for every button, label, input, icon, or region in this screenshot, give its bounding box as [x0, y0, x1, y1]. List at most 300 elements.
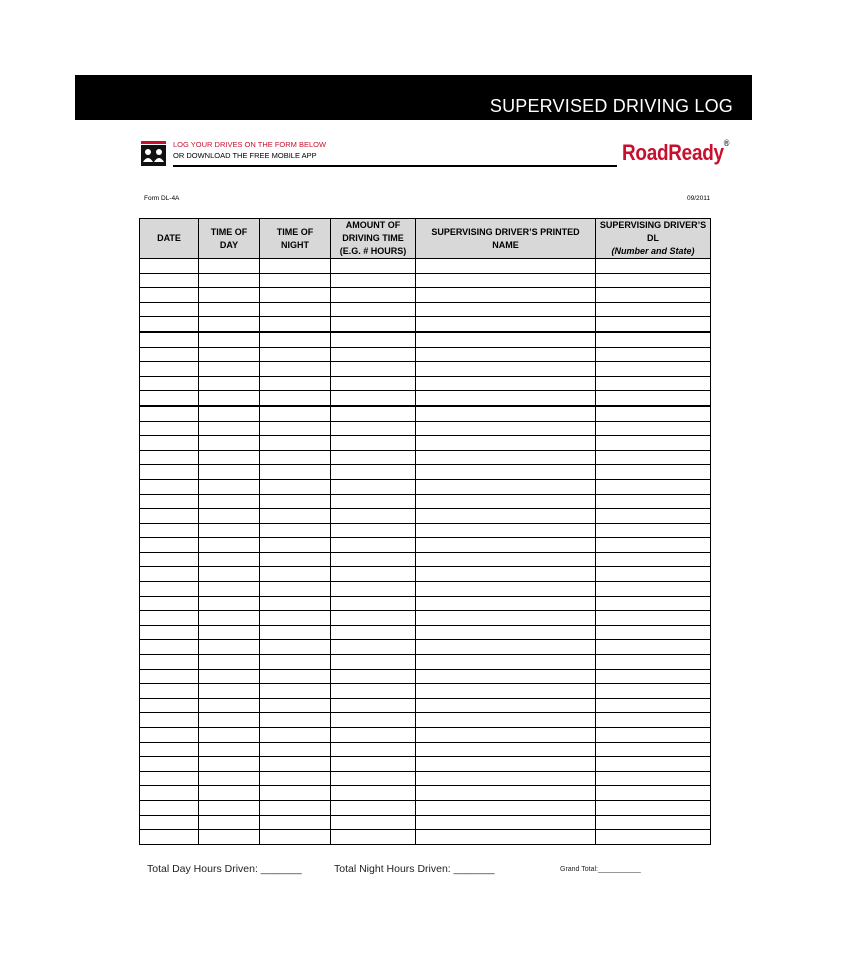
- cell-driver-name[interactable]: [416, 332, 596, 347]
- cell-driving-time[interactable]: [331, 771, 416, 786]
- form-id: Form DL-4A: [144, 195, 180, 202]
- cell-time-of-night[interactable]: [260, 625, 331, 640]
- cell-driver-name[interactable]: [416, 698, 596, 713]
- cell-time-of-day[interactable]: [199, 698, 260, 713]
- table-row: [140, 288, 711, 303]
- cell-driving-time[interactable]: [331, 376, 416, 391]
- cell-time-of-night[interactable]: [260, 406, 331, 421]
- table-row: [140, 800, 711, 815]
- cell-driving-time[interactable]: [331, 640, 416, 655]
- cell-time-of-day[interactable]: [199, 450, 260, 465]
- log-body: [140, 259, 711, 845]
- cell-time-of-night[interactable]: [260, 362, 331, 377]
- cell-time-of-night[interactable]: [260, 669, 331, 684]
- cell-driver-name[interactable]: [416, 815, 596, 830]
- cell-driver-dl[interactable]: [596, 273, 711, 288]
- cell-time-of-night[interactable]: [260, 436, 331, 451]
- cell-date[interactable]: [140, 757, 199, 772]
- cell-driver-name[interactable]: [416, 757, 596, 772]
- cell-driver-dl[interactable]: [596, 538, 711, 553]
- table-row: [140, 273, 711, 288]
- cell-time-of-night[interactable]: [260, 684, 331, 699]
- cell-driver-name[interactable]: [416, 450, 596, 465]
- cell-date[interactable]: [140, 582, 199, 597]
- grand-total[interactable]: Grand Total:___________: [560, 866, 641, 873]
- cell-time-of-night[interactable]: [260, 494, 331, 509]
- cell-driver-dl[interactable]: [596, 391, 711, 406]
- cell-driver-dl[interactable]: [596, 332, 711, 347]
- table-row: [140, 728, 711, 743]
- cell-driver-name[interactable]: [416, 362, 596, 377]
- cell-date[interactable]: [140, 273, 199, 288]
- table-row: [140, 347, 711, 362]
- table-row: [140, 830, 711, 845]
- cell-time-of-night[interactable]: [260, 552, 331, 567]
- table-row: [140, 757, 711, 772]
- cell-driver-dl[interactable]: [596, 757, 711, 772]
- cell-driver-dl[interactable]: [596, 625, 711, 640]
- cell-driver-name[interactable]: [416, 302, 596, 317]
- cell-time-of-night[interactable]: [260, 421, 331, 436]
- total-night-hours[interactable]: Total Night Hours Driven: _______: [334, 863, 495, 875]
- cell-date[interactable]: [140, 552, 199, 567]
- cell-date[interactable]: [140, 450, 199, 465]
- cell-date[interactable]: [140, 479, 199, 494]
- cell-driver-dl[interactable]: [596, 509, 711, 524]
- cell-date[interactable]: [140, 684, 199, 699]
- cell-time-of-day[interactable]: [199, 259, 260, 274]
- cell-driving-time[interactable]: [331, 698, 416, 713]
- cell-driving-time[interactable]: [331, 786, 416, 801]
- cell-time-of-day[interactable]: [199, 655, 260, 670]
- total-day-hours[interactable]: Total Day Hours Driven: _______: [147, 863, 302, 875]
- cell-time-of-night[interactable]: [260, 391, 331, 406]
- cell-driver-name[interactable]: [416, 728, 596, 743]
- cell-driving-time[interactable]: [331, 815, 416, 830]
- cell-driver-name[interactable]: [416, 465, 596, 480]
- cell-driving-time[interactable]: [331, 288, 416, 303]
- cell-time-of-night[interactable]: [260, 567, 331, 582]
- cell-driver-dl[interactable]: [596, 596, 711, 611]
- people-icon: [141, 141, 166, 166]
- cell-driving-time[interactable]: [331, 757, 416, 772]
- cell-date[interactable]: [140, 406, 199, 421]
- column-header-time-of-day: TIME OF DAY: [199, 219, 260, 259]
- cell-time-of-day[interactable]: [199, 538, 260, 553]
- cell-driver-name[interactable]: [416, 436, 596, 451]
- cell-time-of-day[interactable]: [199, 288, 260, 303]
- cell-driving-time[interactable]: [331, 406, 416, 421]
- column-header-time-of-night: TIME OF NIGHT: [260, 219, 331, 259]
- cell-driving-time[interactable]: [331, 567, 416, 582]
- cell-driver-dl[interactable]: [596, 436, 711, 451]
- cell-date[interactable]: [140, 391, 199, 406]
- column-header-driver-name: SUPERVISING DRIVER’S PRINTED NAME: [416, 219, 596, 259]
- table-row: [140, 436, 711, 451]
- cell-date[interactable]: [140, 713, 199, 728]
- cell-time-of-night[interactable]: [260, 523, 331, 538]
- cell-driving-time[interactable]: [331, 655, 416, 670]
- cell-driving-time[interactable]: [331, 436, 416, 451]
- cell-time-of-night[interactable]: [260, 786, 331, 801]
- cell-date[interactable]: [140, 523, 199, 538]
- cell-driving-time[interactable]: [331, 273, 416, 288]
- cell-driver-dl[interactable]: [596, 728, 711, 743]
- promo-line-1: LOG YOUR DRIVES ON THE FORM BELOW: [173, 140, 327, 149]
- cell-driver-dl[interactable]: [596, 465, 711, 480]
- cell-driving-time[interactable]: [331, 259, 416, 274]
- cell-time-of-day[interactable]: [199, 786, 260, 801]
- table-row: [140, 611, 711, 626]
- cell-date[interactable]: [140, 625, 199, 640]
- cell-driver-dl[interactable]: [596, 406, 711, 421]
- cell-driver-dl[interactable]: [596, 567, 711, 582]
- cell-driver-name[interactable]: [416, 538, 596, 553]
- table-row: [140, 552, 711, 567]
- registered-mark: ®: [723, 138, 730, 148]
- table-row: [140, 479, 711, 494]
- cell-time-of-night[interactable]: [260, 800, 331, 815]
- cell-driving-time[interactable]: [331, 611, 416, 626]
- cell-time-of-day[interactable]: [199, 640, 260, 655]
- cell-time-of-day[interactable]: [199, 509, 260, 524]
- cell-time-of-night[interactable]: [260, 376, 331, 391]
- table-row: [140, 494, 711, 509]
- cell-driving-time[interactable]: [331, 465, 416, 480]
- cell-driver-dl[interactable]: [596, 582, 711, 597]
- cell-driver-name[interactable]: [416, 567, 596, 582]
- cell-time-of-night[interactable]: [260, 465, 331, 480]
- cell-time-of-day[interactable]: [199, 391, 260, 406]
- column-header-date: DATE: [140, 219, 199, 259]
- cell-date[interactable]: [140, 436, 199, 451]
- cell-driving-time[interactable]: [331, 625, 416, 640]
- cell-time-of-night[interactable]: [260, 640, 331, 655]
- cell-time-of-day[interactable]: [199, 596, 260, 611]
- cell-time-of-night[interactable]: [260, 479, 331, 494]
- cell-driving-time[interactable]: [331, 713, 416, 728]
- cell-driver-name[interactable]: [416, 742, 596, 757]
- cell-driving-time[interactable]: [331, 509, 416, 524]
- cell-date[interactable]: [140, 742, 199, 757]
- cell-time-of-day[interactable]: [199, 376, 260, 391]
- table-row: [140, 669, 711, 684]
- cell-driving-time[interactable]: [331, 302, 416, 317]
- cell-date[interactable]: [140, 830, 199, 845]
- cell-driving-time[interactable]: [331, 523, 416, 538]
- table-header-row: [140, 219, 711, 259]
- cell-driver-dl[interactable]: [596, 421, 711, 436]
- cell-time-of-day[interactable]: [199, 436, 260, 451]
- cell-date[interactable]: [140, 421, 199, 436]
- cell-driver-dl[interactable]: [596, 552, 711, 567]
- table-row: [140, 523, 711, 538]
- cell-driver-dl[interactable]: [596, 771, 711, 786]
- cell-time-of-day[interactable]: [199, 494, 260, 509]
- cell-date[interactable]: [140, 302, 199, 317]
- cell-time-of-day[interactable]: [199, 302, 260, 317]
- roadready-logo: [622, 140, 729, 166]
- cell-time-of-day[interactable]: [199, 406, 260, 421]
- cell-driver-name[interactable]: [416, 479, 596, 494]
- cell-time-of-night[interactable]: [260, 509, 331, 524]
- table-row: [140, 332, 711, 347]
- cell-time-of-day[interactable]: [199, 465, 260, 480]
- driving-log-table: [139, 218, 711, 845]
- cell-driving-time[interactable]: [331, 800, 416, 815]
- cell-driver-dl[interactable]: [596, 713, 711, 728]
- cell-time-of-night[interactable]: [260, 830, 331, 845]
- cell-driver-name[interactable]: [416, 611, 596, 626]
- table-row: [140, 786, 711, 801]
- cell-time-of-day[interactable]: [199, 684, 260, 699]
- cell-driver-dl[interactable]: [596, 669, 711, 684]
- cell-time-of-night[interactable]: [260, 347, 331, 362]
- cell-driver-name[interactable]: [416, 523, 596, 538]
- table-row: [140, 640, 711, 655]
- cell-driver-name[interactable]: [416, 288, 596, 303]
- cell-time-of-night[interactable]: [260, 582, 331, 597]
- cell-driver-dl[interactable]: [596, 800, 711, 815]
- cell-driver-dl[interactable]: [596, 830, 711, 845]
- cell-date[interactable]: [140, 288, 199, 303]
- cell-driver-dl[interactable]: [596, 362, 711, 377]
- cell-time-of-night[interactable]: [260, 273, 331, 288]
- cell-date[interactable]: [140, 332, 199, 347]
- cell-time-of-day[interactable]: [199, 800, 260, 815]
- table-row: [140, 259, 711, 274]
- cell-date[interactable]: [140, 728, 199, 743]
- table-row: [140, 317, 711, 332]
- cell-driver-dl[interactable]: [596, 655, 711, 670]
- table-row: [140, 465, 711, 480]
- cell-time-of-day[interactable]: [199, 479, 260, 494]
- cell-driver-dl[interactable]: [596, 317, 711, 332]
- cell-driver-name[interactable]: [416, 713, 596, 728]
- cell-date[interactable]: [140, 494, 199, 509]
- cell-date[interactable]: [140, 800, 199, 815]
- cell-time-of-day[interactable]: [199, 669, 260, 684]
- table-row: [140, 582, 711, 597]
- cell-driver-dl[interactable]: [596, 302, 711, 317]
- cell-driver-name[interactable]: [416, 406, 596, 421]
- cell-time-of-night[interactable]: [260, 332, 331, 347]
- cell-time-of-day[interactable]: [199, 728, 260, 743]
- table-row: [140, 742, 711, 757]
- cell-date[interactable]: [140, 376, 199, 391]
- cell-driver-name[interactable]: [416, 494, 596, 509]
- cell-driving-time[interactable]: [331, 332, 416, 347]
- cell-driver-dl[interactable]: [596, 611, 711, 626]
- cell-driver-name[interactable]: [416, 786, 596, 801]
- cell-driving-time[interactable]: [331, 596, 416, 611]
- table-row: [140, 771, 711, 786]
- table-row: [140, 376, 711, 391]
- cell-driver-name[interactable]: [416, 640, 596, 655]
- cell-driving-time[interactable]: [331, 538, 416, 553]
- cell-driver-dl[interactable]: [596, 450, 711, 465]
- cell-driver-name[interactable]: [416, 655, 596, 670]
- cell-time-of-day[interactable]: [199, 713, 260, 728]
- cell-driver-name[interactable]: [416, 552, 596, 567]
- cell-time-of-night[interactable]: [260, 259, 331, 274]
- table-row: [140, 596, 711, 611]
- cell-date[interactable]: [140, 698, 199, 713]
- form-date: 09/2011: [686, 195, 710, 202]
- cell-time-of-night[interactable]: [260, 713, 331, 728]
- cell-driving-time[interactable]: [331, 552, 416, 567]
- cell-driving-time[interactable]: [331, 728, 416, 743]
- cell-driving-time[interactable]: [331, 347, 416, 362]
- cell-time-of-night[interactable]: [260, 728, 331, 743]
- cell-driver-dl[interactable]: [596, 259, 711, 274]
- table-row: [140, 509, 711, 524]
- table-row: [140, 567, 711, 582]
- cell-date[interactable]: [140, 347, 199, 362]
- cell-date[interactable]: [140, 538, 199, 553]
- cell-date[interactable]: [140, 655, 199, 670]
- cell-driver-name[interactable]: [416, 347, 596, 362]
- cell-date[interactable]: [140, 567, 199, 582]
- promo-line-2: OR DOWNLOAD THE FREE MOBILE APP: [173, 151, 317, 160]
- cell-time-of-night[interactable]: [260, 771, 331, 786]
- cell-time-of-day[interactable]: [199, 757, 260, 772]
- cell-time-of-day[interactable]: [199, 317, 260, 332]
- cell-time-of-night[interactable]: [260, 302, 331, 317]
- cell-time-of-day[interactable]: [199, 625, 260, 640]
- cell-time-of-night[interactable]: [260, 450, 331, 465]
- cell-driver-dl[interactable]: [596, 815, 711, 830]
- table-row: [140, 450, 711, 465]
- table-row: [140, 713, 711, 728]
- cell-driver-name[interactable]: [416, 771, 596, 786]
- table-row: [140, 815, 711, 830]
- cell-driving-time[interactable]: [331, 362, 416, 377]
- cell-time-of-night[interactable]: [260, 538, 331, 553]
- cell-time-of-day[interactable]: [199, 421, 260, 436]
- cell-driving-time[interactable]: [331, 421, 416, 436]
- cell-date[interactable]: [140, 465, 199, 480]
- cell-date[interactable]: [140, 640, 199, 655]
- table-row: [140, 538, 711, 553]
- cell-time-of-day[interactable]: [199, 347, 260, 362]
- cell-driving-time[interactable]: [331, 669, 416, 684]
- cell-driver-name[interactable]: [416, 273, 596, 288]
- cell-date[interactable]: [140, 317, 199, 332]
- cell-driving-time[interactable]: [331, 450, 416, 465]
- cell-driver-name[interactable]: [416, 669, 596, 684]
- cell-driving-time[interactable]: [331, 391, 416, 406]
- cell-date[interactable]: [140, 259, 199, 274]
- cell-time-of-day[interactable]: [199, 362, 260, 377]
- cell-driving-time[interactable]: [331, 317, 416, 332]
- cell-driver-name[interactable]: [416, 800, 596, 815]
- table-row: [140, 625, 711, 640]
- cell-driver-name[interactable]: [416, 596, 596, 611]
- cell-driving-time[interactable]: [331, 494, 416, 509]
- cell-time-of-night[interactable]: [260, 757, 331, 772]
- cell-driving-time[interactable]: [331, 479, 416, 494]
- cell-driver-name[interactable]: [416, 625, 596, 640]
- cell-driver-name[interactable]: [416, 509, 596, 524]
- cell-time-of-day[interactable]: [199, 273, 260, 288]
- table-row: [140, 302, 711, 317]
- cell-time-of-night[interactable]: [260, 815, 331, 830]
- cell-time-of-night[interactable]: [260, 742, 331, 757]
- cell-driver-name[interactable]: [416, 376, 596, 391]
- cell-time-of-day[interactable]: [199, 771, 260, 786]
- cell-time-of-night[interactable]: [260, 698, 331, 713]
- cell-driver-dl[interactable]: [596, 786, 711, 801]
- column-header-driver-dl: SUPERVISING DRIVER’S DL (Number and State): [596, 219, 711, 259]
- cell-date[interactable]: [140, 771, 199, 786]
- promo-divider: [173, 165, 617, 167]
- cell-driving-time[interactable]: [331, 830, 416, 845]
- cell-time-of-day[interactable]: [199, 815, 260, 830]
- cell-date[interactable]: [140, 596, 199, 611]
- cell-driver-dl[interactable]: [596, 640, 711, 655]
- cell-time-of-day[interactable]: [199, 523, 260, 538]
- cell-driver-name[interactable]: [416, 259, 596, 274]
- table-row: [140, 391, 711, 406]
- cell-driver-dl[interactable]: [596, 376, 711, 391]
- cell-time-of-night[interactable]: [260, 655, 331, 670]
- cell-driver-dl[interactable]: [596, 523, 711, 538]
- cell-driver-name[interactable]: [416, 830, 596, 845]
- cell-driver-name[interactable]: [416, 684, 596, 699]
- cell-time-of-night[interactable]: [260, 288, 331, 303]
- cell-driver-dl[interactable]: [596, 684, 711, 699]
- page-title: SUPERVISED DRIVING LOG: [489, 96, 733, 116]
- cell-time-of-day[interactable]: [199, 611, 260, 626]
- cell-time-of-day[interactable]: [199, 830, 260, 845]
- cell-driver-dl[interactable]: [596, 742, 711, 757]
- cell-time-of-day[interactable]: [199, 582, 260, 597]
- cell-driver-name[interactable]: [416, 391, 596, 406]
- cell-time-of-night[interactable]: [260, 317, 331, 332]
- cell-driver-dl[interactable]: [596, 288, 711, 303]
- cell-date[interactable]: [140, 509, 199, 524]
- table-row: [140, 684, 711, 699]
- cell-date[interactable]: [140, 362, 199, 377]
- table-row: [140, 362, 711, 377]
- cell-date[interactable]: [140, 815, 199, 830]
- header-bar: [75, 75, 752, 120]
- cell-date[interactable]: [140, 669, 199, 684]
- cell-driving-time[interactable]: [331, 684, 416, 699]
- cell-driving-time[interactable]: [331, 742, 416, 757]
- cell-driver-name[interactable]: [416, 317, 596, 332]
- cell-driver-dl[interactable]: [596, 347, 711, 362]
- cell-time-of-day[interactable]: [199, 567, 260, 582]
- table-row: [140, 655, 711, 670]
- cell-time-of-day[interactable]: [199, 742, 260, 757]
- cell-time-of-day[interactable]: [199, 552, 260, 567]
- table-row: [140, 421, 711, 436]
- cell-driver-dl[interactable]: [596, 479, 711, 494]
- cell-time-of-day[interactable]: [199, 332, 260, 347]
- cell-driving-time[interactable]: [331, 582, 416, 597]
- cell-driver-name[interactable]: [416, 421, 596, 436]
- cell-time-of-night[interactable]: [260, 611, 331, 626]
- cell-driver-dl[interactable]: [596, 494, 711, 509]
- cell-time-of-night[interactable]: [260, 596, 331, 611]
- cell-driver-dl[interactable]: [596, 698, 711, 713]
- cell-driver-name[interactable]: [416, 582, 596, 597]
- cell-date[interactable]: [140, 611, 199, 626]
- table-row: [140, 406, 711, 421]
- cell-date[interactable]: [140, 786, 199, 801]
